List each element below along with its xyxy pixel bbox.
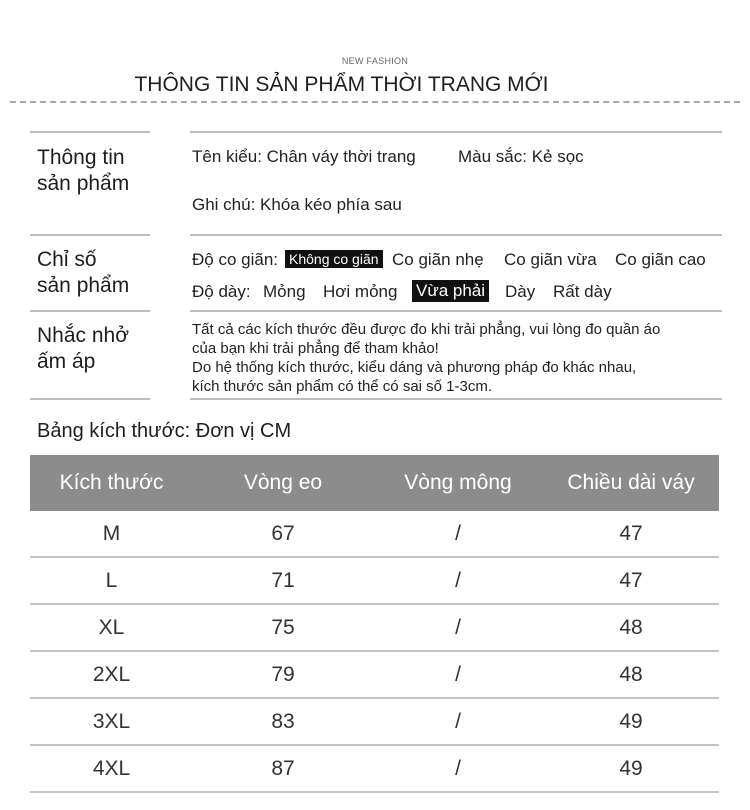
divider (30, 398, 150, 400)
elasticity-option: Co giãn vừa (504, 250, 597, 269)
cell-length: 48 (619, 616, 643, 639)
cell-waist: 75 (271, 616, 295, 639)
size-table (30, 455, 719, 793)
column-header-waist: Vòng eo (243, 471, 323, 494)
elasticity-option: Không co giãn (285, 250, 383, 268)
divider (190, 131, 722, 133)
cell-length: 49 (619, 710, 643, 733)
reminder-line: Tất cả các kích thước đều được đo khi trải phẳng, vui lòng đo quần áo (192, 321, 661, 338)
cell-size: M (102, 522, 121, 545)
cell-length: 47 (619, 522, 643, 545)
column-header-hip: Vòng mông (404, 471, 512, 494)
color-info: Màu sắc: Kẻ sọc (458, 147, 584, 166)
elasticity-option: Co giãn cao (615, 250, 706, 269)
section-label-reminder (37, 323, 129, 375)
divider (190, 398, 722, 400)
cell-waist: 71 (271, 569, 295, 592)
reminder-line: Do hệ thống kích thước, kiểu dáng và phương pháp đo khác nhau, (192, 359, 637, 376)
column-header-length: Chiều dài váy (567, 471, 695, 494)
cell-length: 47 (619, 569, 643, 592)
divider (190, 234, 722, 236)
cell-hip: / (455, 616, 461, 639)
divider (30, 234, 150, 236)
table-row (30, 652, 719, 699)
section-label-line: sản phẩm (37, 172, 130, 195)
cell-hip: / (455, 710, 461, 733)
cell-size: 4XL (92, 757, 131, 780)
section-label-line: sản phẩm (37, 274, 130, 297)
section-label-line: Nhắc nhở (37, 324, 129, 347)
cell-hip: / (455, 757, 461, 780)
section-label-index (37, 247, 129, 299)
cell-waist: 83 (271, 710, 295, 733)
cell-hip: / (455, 569, 461, 592)
elasticity-option: Co giãn nhẹ (392, 250, 484, 269)
section-label-info (37, 145, 129, 197)
eyebrow-text: NEW FASHION (341, 56, 409, 66)
cell-size: 2XL (92, 663, 131, 686)
cell-size: XL (98, 616, 125, 639)
cell-length: 49 (619, 757, 643, 780)
cell-waist: 67 (271, 522, 295, 545)
table-row (30, 699, 719, 746)
table-row (30, 746, 719, 793)
page-title: THÔNG TIN SẢN PHẨM THỜI TRANG MỚI (134, 73, 549, 96)
cell-waist: 87 (271, 757, 295, 780)
table-row (30, 558, 719, 605)
table-header (30, 455, 719, 511)
cell-hip: / (455, 663, 461, 686)
table-row (30, 511, 719, 558)
thickness-label: Độ dày: (192, 282, 251, 301)
table-row (30, 605, 719, 652)
cell-size: L (105, 569, 118, 592)
dashed-divider (10, 101, 740, 103)
elasticity-label: Độ co giãn: (192, 250, 278, 269)
thickness-option: Hơi mỏng (323, 282, 398, 301)
cell-waist: 79 (271, 663, 295, 686)
thickness-option: Dày (505, 282, 536, 301)
thickness-option: Vừa phải (412, 280, 489, 302)
size-chart-title: Bảng kích thước: Đơn vị CM (37, 420, 292, 442)
reminder-line: kích thước sản phẩm có thể có sai số 1-3cm. (192, 378, 493, 395)
divider (190, 310, 722, 312)
divider (30, 131, 150, 133)
column-header-size: Kích thước (59, 471, 164, 494)
reminder-line: của bạn khi trải phẳng để tham khảo! (192, 340, 439, 357)
thickness-option: Rất dày (553, 282, 612, 301)
thickness-option: Mỏng (263, 282, 306, 301)
section-label-line: ấm áp (37, 350, 96, 373)
section-label-line: Chỉ số (37, 248, 97, 271)
divider (30, 310, 150, 312)
cell-size: 3XL (92, 710, 131, 733)
section-label-line: Thông tin (37, 146, 125, 169)
style-name: Tên kiểu: Chân váy thời trang (192, 147, 416, 166)
cell-length: 48 (619, 663, 643, 686)
cell-hip: / (455, 522, 461, 545)
note-info: Ghi chú: Khóa kéo phía sau (192, 195, 402, 214)
reminder-text (192, 320, 660, 396)
